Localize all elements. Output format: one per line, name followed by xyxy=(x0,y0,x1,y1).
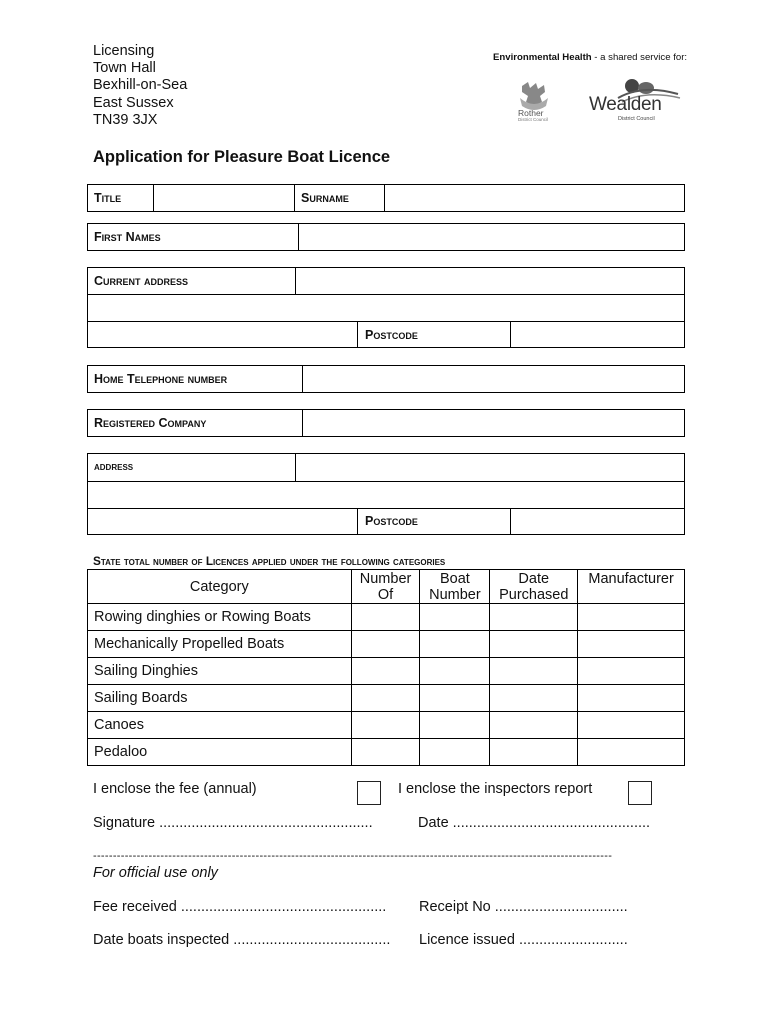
enclose-report-checkbox[interactable] xyxy=(628,781,652,805)
category-cell: Pedaloo xyxy=(88,739,352,766)
enclose-fee-checkbox[interactable] xyxy=(357,781,381,805)
manufacturer-cell[interactable] xyxy=(578,604,685,631)
address-line: TN39 3JX xyxy=(93,111,158,128)
service-rest: - a shared service for: xyxy=(591,52,688,63)
header-boat-number: Boat Number xyxy=(420,570,490,604)
separator-line: ----------------------------------------------------------------------------------------------------------------------------------- xyxy=(93,850,613,862)
council-address xyxy=(93,43,187,129)
table-row xyxy=(88,658,685,685)
company-postcode-field[interactable] xyxy=(511,509,684,534)
registered-company-row xyxy=(87,409,685,437)
current-address-field-2[interactable] xyxy=(88,295,684,321)
wealden-sub: District Council xyxy=(618,116,655,122)
company-address-field-2[interactable] xyxy=(88,482,684,508)
address-line: East Sussex xyxy=(93,94,174,111)
surname-field[interactable] xyxy=(385,185,684,211)
date-purchased-cell[interactable] xyxy=(490,685,578,712)
receipt-no-line[interactable]: Receipt No ................................. xyxy=(419,899,628,915)
licence-issued-line[interactable]: Licence issued ........................... xyxy=(419,932,628,948)
home-telephone-field[interactable] xyxy=(303,366,684,392)
company-address-field-1[interactable] xyxy=(296,454,684,481)
rother-name: Rother xyxy=(518,108,544,118)
manufacturer-cell[interactable] xyxy=(578,631,685,658)
first-names-field[interactable] xyxy=(299,224,684,250)
number-of-cell[interactable] xyxy=(351,685,420,712)
manufacturer-cell[interactable] xyxy=(578,685,685,712)
date-purchased-cell[interactable] xyxy=(490,631,578,658)
category-cell: Canoes xyxy=(88,712,352,739)
first-names-label: First Names xyxy=(94,230,161,244)
current-address-field-3[interactable] xyxy=(88,322,358,348)
categories-heading: State total number of Licences applied under the following categories xyxy=(93,554,446,568)
header-category: Category xyxy=(88,570,352,604)
licence-categories-table xyxy=(87,569,685,766)
council-logos xyxy=(490,52,700,132)
date-purchased-cell[interactable] xyxy=(490,712,578,739)
current-address-label: Current address xyxy=(94,274,189,288)
company-postcode-label: Postcode xyxy=(365,514,418,528)
service-bold: Environmental Health xyxy=(493,52,592,63)
company-address-field-3[interactable] xyxy=(88,509,358,534)
table-row xyxy=(88,739,685,766)
title-field[interactable] xyxy=(154,185,295,211)
category-cell: Sailing Dinghies xyxy=(88,658,352,685)
table-header-row xyxy=(88,570,685,604)
wealden-name: Wealden xyxy=(589,94,662,115)
table-row xyxy=(88,685,685,712)
signature-line[interactable]: Signature ..................................................... xyxy=(93,815,373,831)
boat-number-cell[interactable] xyxy=(420,685,490,712)
postcode-label: Postcode xyxy=(365,328,418,342)
category-cell: Mechanically Propelled Boats xyxy=(88,631,352,658)
rother-sub: District Council xyxy=(518,117,549,122)
category-cell: Sailing Boards xyxy=(88,685,352,712)
table-row xyxy=(88,712,685,739)
category-cell: Rowing dinghies or Rowing Boats xyxy=(88,604,352,631)
surname-label: Surname xyxy=(301,191,349,205)
enclose-report-label: I enclose the inspectors report xyxy=(398,781,593,797)
number-of-cell[interactable] xyxy=(351,712,420,739)
header-date-purchased: Date Purchased xyxy=(490,570,578,604)
date-line[interactable]: Date ................................................. xyxy=(418,815,651,831)
boat-number-cell[interactable] xyxy=(420,604,490,631)
table-row xyxy=(88,631,685,658)
table-row xyxy=(88,604,685,631)
title-label: Title xyxy=(94,191,122,205)
date-purchased-cell[interactable] xyxy=(490,739,578,766)
date-purchased-cell[interactable] xyxy=(490,604,578,631)
address-line: Town Hall xyxy=(93,60,156,77)
manufacturer-cell[interactable] xyxy=(578,739,685,766)
current-address-field-1[interactable] xyxy=(296,268,684,294)
official-use-heading: For official use only xyxy=(93,865,218,881)
home-telephone-row xyxy=(87,365,685,393)
page-title: Application for Pleasure Boat Licence xyxy=(93,148,391,166)
number-of-cell[interactable] xyxy=(351,739,420,766)
company-address-label: address xyxy=(94,461,134,473)
date-purchased-cell[interactable] xyxy=(490,658,578,685)
address-line: Licensing xyxy=(93,43,155,59)
registered-company-label: Registered Company xyxy=(94,416,207,430)
title-surname-row xyxy=(87,184,685,212)
manufacturer-cell[interactable] xyxy=(578,658,685,685)
header-number-of: Number Of xyxy=(351,570,420,604)
home-telephone-label: Home Telephone number xyxy=(94,372,228,386)
registered-company-field[interactable] xyxy=(303,410,684,436)
address-line: Bexhill-on-Sea xyxy=(93,77,188,94)
boat-number-cell[interactable] xyxy=(420,658,490,685)
fee-received-line[interactable]: Fee received ................................................... xyxy=(93,899,387,915)
service-caption xyxy=(493,52,687,63)
header-manufacturer: Manufacturer xyxy=(578,570,685,604)
number-of-cell[interactable] xyxy=(351,658,420,685)
company-address-block xyxy=(87,453,685,535)
date-inspected-line[interactable]: Date boats inspected ....................................... xyxy=(93,932,391,948)
current-address-block xyxy=(87,267,685,348)
enclose-fee-label: I enclose the fee (annual) xyxy=(93,781,257,797)
manufacturer-cell[interactable] xyxy=(578,712,685,739)
first-names-row xyxy=(87,223,685,251)
boat-number-cell[interactable] xyxy=(420,712,490,739)
number-of-cell[interactable] xyxy=(351,631,420,658)
current-postcode-field[interactable] xyxy=(511,322,684,348)
boat-number-cell[interactable] xyxy=(420,631,490,658)
number-of-cell[interactable] xyxy=(351,604,420,631)
boat-number-cell[interactable] xyxy=(420,739,490,766)
